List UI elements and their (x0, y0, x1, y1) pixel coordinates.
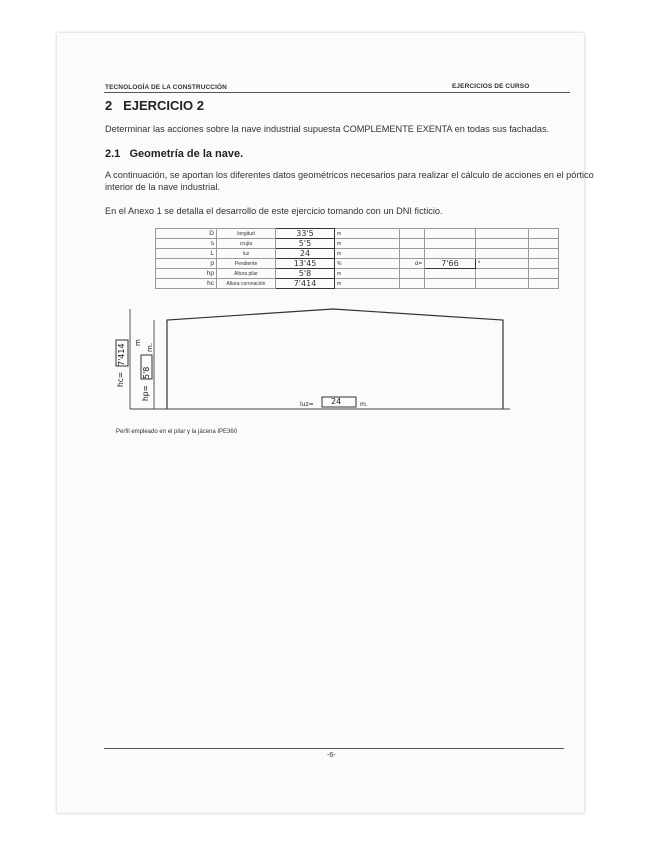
alpha-value: 7'66 (425, 259, 476, 269)
luz-value: 24 (331, 397, 342, 406)
table-symbol: L (156, 249, 217, 259)
section-title: EJERCICIO 2 (123, 98, 204, 113)
table-unit: m (335, 239, 400, 249)
table-label: luz (217, 249, 276, 259)
table-label: Altura pilar (217, 269, 276, 279)
footer-rule (104, 748, 564, 749)
subsection-number: 2.1 (105, 148, 121, 160)
luz-label: luz= (300, 401, 314, 408)
alpha-label: α= (400, 259, 425, 269)
table-unit: m (335, 229, 400, 239)
hc-value: 7'414 (117, 343, 126, 366)
hc-label: hc= (116, 371, 125, 387)
hp-label: hp= (141, 385, 150, 401)
table-value: 24 (276, 249, 335, 259)
hc-unit: m (134, 339, 142, 346)
table-unit: m (335, 279, 400, 289)
table-unit: % (335, 259, 400, 269)
table-symbol: D (156, 229, 217, 239)
table-unit: m (335, 269, 400, 279)
table-symbol: hp (156, 269, 217, 279)
table-label: Pendiente (217, 259, 276, 269)
paragraph-2: En el Anexo 1 se detalla el desarrollo de este ejercicio tomando con un DNI ficticio. (105, 206, 443, 216)
table-value: 5'8 (276, 269, 335, 279)
table-symbol: hc (156, 279, 217, 289)
table-value: 13'45 (276, 259, 335, 269)
figure-caption: Perfil empleado en el pilar y la jácena IPE360 (116, 429, 238, 435)
hp-unit: m. (146, 342, 154, 352)
table-value: 7'414 (276, 279, 335, 289)
table-label: longitud (217, 229, 276, 239)
paragraph-1-line-1: A continuación, se aportan los diferentes datos geométricos necesarios para realizar el cálculo de acciones en el pórtico (105, 170, 594, 180)
table-unit: m (335, 249, 400, 259)
paragraph-1-line-2: interior de la nave industrial. (105, 182, 220, 192)
frame-outline (167, 309, 503, 409)
section-number: 2 (105, 98, 113, 113)
intro-text: Determinar las acciones sobre la nave industrial supuesta COMPLEMENTE EXENTA en todas sus fachadas. (105, 124, 550, 134)
table-symbol: p (156, 259, 217, 269)
header-left: TECNOLOGÍA DE LA CONSTRUCCIÓN (105, 84, 227, 91)
table-label: Altura coronación (217, 279, 276, 289)
subsection-title: Geometría de la nave. (129, 148, 244, 160)
table-value: 5'5 (276, 239, 335, 249)
header-right: EJERCICIOS DE CURSO (452, 83, 530, 90)
alpha-unit: º (476, 259, 529, 269)
table-symbol: s (156, 239, 217, 249)
hp-value: 5'8 (142, 366, 151, 379)
luz-unit: m. (360, 401, 368, 408)
page-number: -6- (327, 752, 336, 759)
table-value: 33'5 (276, 229, 335, 239)
table-label: crujía (217, 239, 276, 249)
